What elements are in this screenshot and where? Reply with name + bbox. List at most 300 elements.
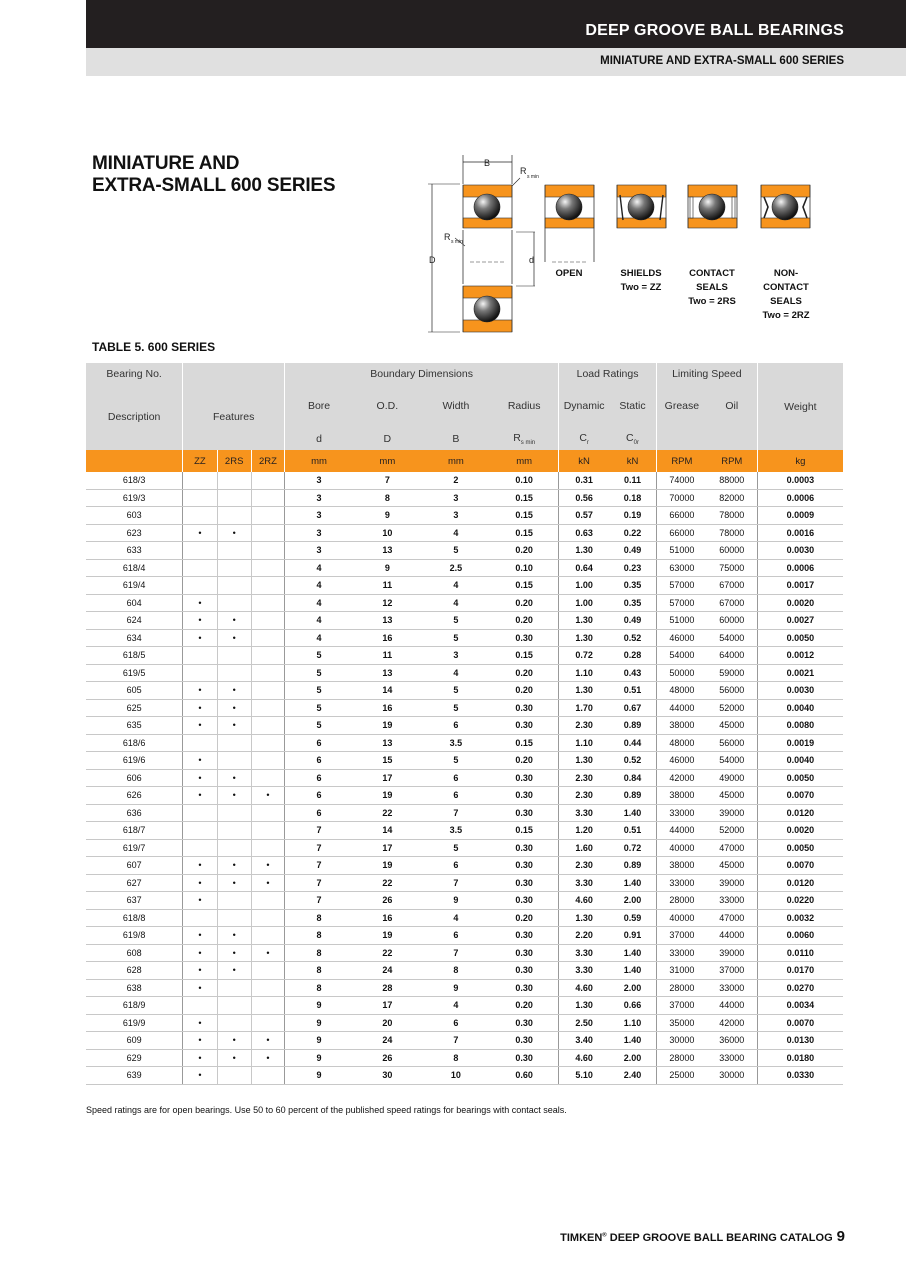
table-row bbox=[86, 542, 843, 560]
cell-dynamic: 2.30 bbox=[559, 857, 609, 875]
cell-description: 618/4 bbox=[86, 559, 183, 577]
cell-grease: 30000 bbox=[656, 1032, 706, 1050]
cell-weight: 0.0027 bbox=[757, 612, 843, 630]
cell-width: 8 bbox=[422, 1049, 491, 1067]
cell-radius: 0.15 bbox=[490, 822, 559, 840]
cell-bore: 3 bbox=[285, 524, 354, 542]
cell-bore: 8 bbox=[285, 944, 354, 962]
cell-radius: 0.20 bbox=[490, 594, 559, 612]
cell-zz: • bbox=[183, 962, 217, 980]
cell-grease: 70000 bbox=[656, 489, 706, 507]
table-row bbox=[86, 822, 843, 840]
cell-bore: 7 bbox=[285, 892, 354, 910]
table-caption: TABLE 5. 600 SERIES bbox=[92, 340, 216, 354]
cell-dynamic: 4.60 bbox=[559, 979, 609, 997]
cell-bore: 7 bbox=[285, 822, 354, 840]
table-row bbox=[86, 612, 843, 630]
table-row bbox=[86, 699, 843, 717]
unit-width: mm bbox=[422, 450, 491, 472]
cell-weight: 0.0006 bbox=[757, 489, 843, 507]
cell-weight: 0.0050 bbox=[757, 629, 843, 647]
cell-2rz bbox=[251, 577, 284, 595]
cell-2rs bbox=[217, 997, 251, 1015]
cell-od: 19 bbox=[353, 857, 422, 875]
cell-2rs: • bbox=[217, 1032, 251, 1050]
cell-width: 2.5 bbox=[422, 559, 491, 577]
cell-2rs: • bbox=[217, 612, 251, 630]
cell-od: 13 bbox=[353, 664, 422, 682]
cell-zz: • bbox=[183, 979, 217, 997]
cell-2rz bbox=[251, 752, 284, 770]
table-row bbox=[86, 629, 843, 647]
cell-static: 0.43 bbox=[609, 664, 656, 682]
cell-2rs bbox=[217, 1014, 251, 1032]
cell-bore: 6 bbox=[285, 769, 354, 787]
cell-2rs: • bbox=[217, 962, 251, 980]
variant-shields-label: SHIELDS bbox=[620, 268, 662, 279]
unit-dynamic: kN bbox=[559, 450, 609, 472]
table-row bbox=[86, 559, 843, 577]
cell-2rz bbox=[251, 664, 284, 682]
cell-oil: 88000 bbox=[707, 472, 757, 489]
cell-od: 7 bbox=[353, 472, 422, 489]
cell-description: 619/9 bbox=[86, 1014, 183, 1032]
cell-static: 0.23 bbox=[609, 559, 656, 577]
cell-2rs bbox=[217, 647, 251, 665]
cell-dynamic: 1.30 bbox=[559, 997, 609, 1015]
dim-r-top-sub: s min bbox=[527, 174, 539, 180]
cell-width: 3.5 bbox=[422, 734, 491, 752]
cell-description: 619/4 bbox=[86, 577, 183, 595]
cell-description: 609 bbox=[86, 1032, 183, 1050]
col-features: Features bbox=[183, 384, 285, 450]
cell-bore: 6 bbox=[285, 734, 354, 752]
cell-od: 8 bbox=[353, 489, 422, 507]
table-row bbox=[86, 909, 843, 927]
cell-dynamic: 0.64 bbox=[559, 559, 609, 577]
cell-2rz: • bbox=[251, 944, 284, 962]
cell-grease: 42000 bbox=[656, 769, 706, 787]
cell-static: 0.51 bbox=[609, 682, 656, 700]
cell-od: 17 bbox=[353, 839, 422, 857]
cell-width: 2 bbox=[422, 472, 491, 489]
cell-description: 619/3 bbox=[86, 489, 183, 507]
dim-r-top-label: R bbox=[520, 166, 527, 176]
cell-static: 0.66 bbox=[609, 997, 656, 1015]
variant-contact-label2: SEALS bbox=[696, 282, 728, 293]
cell-grease: 28000 bbox=[656, 979, 706, 997]
cell-static: 0.67 bbox=[609, 699, 656, 717]
page-title-line2: EXTRA-SMALL 600 SERIES bbox=[92, 175, 336, 196]
cell-bore: 6 bbox=[285, 787, 354, 805]
cell-2rz bbox=[251, 909, 284, 927]
cell-bore: 4 bbox=[285, 612, 354, 630]
cell-dynamic: 1.00 bbox=[559, 594, 609, 612]
cell-radius: 0.20 bbox=[490, 664, 559, 682]
cell-radius: 0.20 bbox=[490, 997, 559, 1015]
cell-static: 0.52 bbox=[609, 752, 656, 770]
cell-bore: 7 bbox=[285, 839, 354, 857]
cell-grease: 74000 bbox=[656, 472, 706, 489]
cell-oil: 67000 bbox=[707, 594, 757, 612]
cell-dynamic: 1.30 bbox=[559, 909, 609, 927]
cell-2rs: • bbox=[217, 1049, 251, 1067]
cell-radius: 0.30 bbox=[490, 717, 559, 735]
cell-dynamic: 5.10 bbox=[559, 1067, 609, 1085]
cell-width: 4 bbox=[422, 577, 491, 595]
cell-weight: 0.0060 bbox=[757, 927, 843, 945]
cell-od: 24 bbox=[353, 962, 422, 980]
cell-dynamic: 1.30 bbox=[559, 612, 609, 630]
cell-oil: 36000 bbox=[707, 1032, 757, 1050]
sym-cor-main: C bbox=[626, 431, 634, 444]
cell-dynamic: 3.30 bbox=[559, 962, 609, 980]
cell-description: 639 bbox=[86, 1067, 183, 1085]
cell-od: 11 bbox=[353, 577, 422, 595]
cell-bore: 5 bbox=[285, 699, 354, 717]
cell-radius: 0.30 bbox=[490, 1049, 559, 1067]
cell-oil: 42000 bbox=[707, 1014, 757, 1032]
cell-width: 6 bbox=[422, 717, 491, 735]
cell-grease: 54000 bbox=[656, 647, 706, 665]
cell-grease: 44000 bbox=[656, 822, 706, 840]
cell-od: 22 bbox=[353, 804, 422, 822]
cell-radius: 0.30 bbox=[490, 857, 559, 875]
cell-radius: 0.20 bbox=[490, 682, 559, 700]
cell-oil: 39000 bbox=[707, 874, 757, 892]
cell-grease: 38000 bbox=[656, 787, 706, 805]
dim-r-side-sub: s min bbox=[451, 239, 463, 245]
cell-bore: 4 bbox=[285, 559, 354, 577]
sym-grease-blank bbox=[656, 428, 706, 450]
cell-zz bbox=[183, 542, 217, 560]
cell-width: 4 bbox=[422, 909, 491, 927]
units-row bbox=[86, 450, 843, 472]
sym-r-sub: s min bbox=[520, 440, 536, 447]
table-row bbox=[86, 489, 843, 507]
cell-zz: • bbox=[183, 944, 217, 962]
cross-section-drawing bbox=[428, 155, 539, 332]
cell-width: 10 bbox=[422, 1067, 491, 1085]
cell-zz bbox=[183, 577, 217, 595]
cell-zz bbox=[183, 822, 217, 840]
sym-r bbox=[490, 428, 559, 450]
unit-blank bbox=[86, 450, 183, 472]
cell-description: 618/5 bbox=[86, 647, 183, 665]
table-row bbox=[86, 594, 843, 612]
cell-2rs bbox=[217, 472, 251, 489]
cell-radius: 0.30 bbox=[490, 874, 559, 892]
cell-width: 5 bbox=[422, 682, 491, 700]
cell-oil: 78000 bbox=[707, 524, 757, 542]
cell-2rs bbox=[217, 892, 251, 910]
cell-description: 636 bbox=[86, 804, 183, 822]
bearing-table bbox=[86, 363, 843, 1085]
cell-od: 28 bbox=[353, 979, 422, 997]
cell-2rz bbox=[251, 927, 284, 945]
unit-zz: ZZ bbox=[183, 450, 217, 472]
variant-open-label: OPEN bbox=[555, 268, 583, 279]
cell-static: 0.89 bbox=[609, 787, 656, 805]
cell-zz bbox=[183, 734, 217, 752]
cell-static: 1.10 bbox=[609, 1014, 656, 1032]
cell-grease: 51000 bbox=[656, 542, 706, 560]
cell-width: 5 bbox=[422, 629, 491, 647]
cell-2rz bbox=[251, 717, 284, 735]
cell-oil: 33000 bbox=[707, 979, 757, 997]
col-width: Width bbox=[422, 384, 491, 428]
cell-static: 0.19 bbox=[609, 507, 656, 525]
sym-cor-sub: 0r bbox=[633, 440, 639, 447]
cell-oil: 39000 bbox=[707, 944, 757, 962]
cell-2rs: • bbox=[217, 874, 251, 892]
cell-oil: 33000 bbox=[707, 1049, 757, 1067]
cell-od: 13 bbox=[353, 734, 422, 752]
cell-bore: 8 bbox=[285, 962, 354, 980]
cell-radius: 0.30 bbox=[490, 944, 559, 962]
table-row bbox=[86, 507, 843, 525]
cell-bore: 8 bbox=[285, 909, 354, 927]
cell-static: 2.00 bbox=[609, 892, 656, 910]
dim-r-side-label: R bbox=[444, 232, 451, 242]
cell-weight: 0.0070 bbox=[757, 787, 843, 805]
cell-grease: 51000 bbox=[656, 612, 706, 630]
cell-bore: 9 bbox=[285, 1032, 354, 1050]
unit-oil: RPM bbox=[707, 450, 757, 472]
cell-2rs bbox=[217, 664, 251, 682]
cell-oil: 64000 bbox=[707, 647, 757, 665]
table-row bbox=[86, 682, 843, 700]
table-row bbox=[86, 962, 843, 980]
cell-od: 11 bbox=[353, 647, 422, 665]
cell-2rs: • bbox=[217, 787, 251, 805]
cell-zz: • bbox=[183, 1067, 217, 1085]
group-speed: Limiting Speed bbox=[656, 363, 757, 384]
cell-radius: 0.20 bbox=[490, 542, 559, 560]
cell-2rs: • bbox=[217, 524, 251, 542]
cell-description: 619/8 bbox=[86, 927, 183, 945]
cell-bore: 4 bbox=[285, 629, 354, 647]
cell-radius: 0.30 bbox=[490, 979, 559, 997]
cell-od: 13 bbox=[353, 542, 422, 560]
cell-radius: 0.30 bbox=[490, 1032, 559, 1050]
cell-od: 12 bbox=[353, 594, 422, 612]
cell-zz bbox=[183, 472, 217, 489]
table-body bbox=[86, 472, 843, 1084]
col-grease: Grease bbox=[656, 384, 706, 428]
page-title bbox=[92, 153, 335, 197]
cell-grease: 25000 bbox=[656, 1067, 706, 1085]
cell-zz: • bbox=[183, 787, 217, 805]
table-row bbox=[86, 1032, 843, 1050]
cell-2rz bbox=[251, 629, 284, 647]
col-weight: Weight bbox=[757, 363, 843, 450]
footer-brand: TIMKEN bbox=[560, 1232, 603, 1244]
cell-description: 619/6 bbox=[86, 752, 183, 770]
cell-dynamic: 1.60 bbox=[559, 839, 609, 857]
cell-od: 16 bbox=[353, 629, 422, 647]
table-row bbox=[86, 734, 843, 752]
cell-od: 13 bbox=[353, 612, 422, 630]
cell-weight: 0.0220 bbox=[757, 892, 843, 910]
cell-oil: 75000 bbox=[707, 559, 757, 577]
cell-radius: 0.30 bbox=[490, 892, 559, 910]
cell-od: 26 bbox=[353, 892, 422, 910]
cell-bore: 4 bbox=[285, 577, 354, 595]
cell-oil: 45000 bbox=[707, 857, 757, 875]
cell-radius: 0.30 bbox=[490, 962, 559, 980]
cell-bore: 4 bbox=[285, 594, 354, 612]
page-title-line1: MINIATURE AND bbox=[92, 153, 240, 174]
cell-weight: 0.0020 bbox=[757, 822, 843, 840]
cell-bore: 3 bbox=[285, 542, 354, 560]
header-bar bbox=[86, 0, 906, 48]
cell-static: 0.52 bbox=[609, 629, 656, 647]
cell-od: 30 bbox=[353, 1067, 422, 1085]
cell-grease: 33000 bbox=[656, 804, 706, 822]
table-row bbox=[86, 804, 843, 822]
cell-od: 14 bbox=[353, 682, 422, 700]
cell-od: 24 bbox=[353, 1032, 422, 1050]
cell-dynamic: 3.30 bbox=[559, 804, 609, 822]
cell-od: 17 bbox=[353, 769, 422, 787]
dim-D-label: D bbox=[429, 255, 436, 265]
cell-od: 20 bbox=[353, 1014, 422, 1032]
cell-static: 0.59 bbox=[609, 909, 656, 927]
bearing-diagram bbox=[420, 150, 840, 340]
cell-zz: • bbox=[183, 927, 217, 945]
cell-bore: 3 bbox=[285, 507, 354, 525]
cell-weight: 0.0006 bbox=[757, 559, 843, 577]
sym-oil-blank bbox=[707, 428, 757, 450]
cell-bore: 5 bbox=[285, 664, 354, 682]
cell-2rs bbox=[217, 1067, 251, 1085]
cell-description: 618/9 bbox=[86, 997, 183, 1015]
cell-2rs: • bbox=[217, 769, 251, 787]
cell-zz bbox=[183, 997, 217, 1015]
cell-radius: 0.30 bbox=[490, 804, 559, 822]
cell-static: 0.72 bbox=[609, 839, 656, 857]
col-bore: Bore bbox=[285, 384, 354, 428]
shields-bearing-drawing bbox=[617, 185, 666, 228]
cell-width: 7 bbox=[422, 874, 491, 892]
sym-B: B bbox=[422, 428, 491, 450]
cell-zz: • bbox=[183, 594, 217, 612]
cell-bore: 6 bbox=[285, 752, 354, 770]
group-blank bbox=[183, 363, 285, 384]
footer-reg: ® bbox=[602, 1232, 607, 1239]
unit-grease: RPM bbox=[656, 450, 706, 472]
cell-od: 16 bbox=[353, 699, 422, 717]
cell-grease: 33000 bbox=[656, 944, 706, 962]
cell-width: 6 bbox=[422, 927, 491, 945]
cell-bore: 3 bbox=[285, 472, 354, 489]
sym-cr-sub: r bbox=[586, 440, 589, 447]
cell-weight: 0.0040 bbox=[757, 752, 843, 770]
table-row bbox=[86, 857, 843, 875]
cell-oil: 60000 bbox=[707, 612, 757, 630]
cell-oil: 54000 bbox=[707, 752, 757, 770]
cell-oil: 45000 bbox=[707, 717, 757, 735]
cell-2rz bbox=[251, 734, 284, 752]
header-subtitle: MINIATURE AND EXTRA-SMALL 600 SERIES bbox=[600, 55, 844, 67]
cell-width: 4 bbox=[422, 594, 491, 612]
cell-weight: 0.0030 bbox=[757, 542, 843, 560]
cell-zz bbox=[183, 909, 217, 927]
cell-description: 624 bbox=[86, 612, 183, 630]
cell-static: 0.22 bbox=[609, 524, 656, 542]
cell-width: 8 bbox=[422, 962, 491, 980]
cell-width: 9 bbox=[422, 979, 491, 997]
cell-oil: 47000 bbox=[707, 839, 757, 857]
cell-2rs: • bbox=[217, 927, 251, 945]
cell-weight: 0.0120 bbox=[757, 804, 843, 822]
cell-oil: 60000 bbox=[707, 542, 757, 560]
cell-description: 625 bbox=[86, 699, 183, 717]
cell-dynamic: 0.57 bbox=[559, 507, 609, 525]
cell-grease: 48000 bbox=[656, 682, 706, 700]
cell-od: 16 bbox=[353, 909, 422, 927]
col-dynamic: Dynamic bbox=[559, 384, 609, 428]
cell-static: 2.40 bbox=[609, 1067, 656, 1085]
cell-width: 6 bbox=[422, 769, 491, 787]
cell-radius: 0.10 bbox=[490, 559, 559, 577]
cell-dynamic: 0.56 bbox=[559, 489, 609, 507]
cell-static: 1.40 bbox=[609, 804, 656, 822]
cell-2rs bbox=[217, 559, 251, 577]
cell-weight: 0.0180 bbox=[757, 1049, 843, 1067]
variant-contact-label: CONTACT bbox=[689, 268, 735, 279]
cell-grease: 46000 bbox=[656, 629, 706, 647]
cell-2rs bbox=[217, 577, 251, 595]
cell-2rz bbox=[251, 542, 284, 560]
cell-2rz bbox=[251, 489, 284, 507]
cell-static: 0.89 bbox=[609, 717, 656, 735]
table-row bbox=[86, 647, 843, 665]
sym-cr-main: C bbox=[579, 431, 587, 444]
cell-dynamic: 1.70 bbox=[559, 699, 609, 717]
table-row bbox=[86, 472, 843, 489]
cell-description: 619/7 bbox=[86, 839, 183, 857]
cell-oil: 52000 bbox=[707, 822, 757, 840]
variant-shields-code: Two = ZZ bbox=[620, 282, 662, 293]
cell-dynamic: 1.30 bbox=[559, 682, 609, 700]
cell-zz: • bbox=[183, 769, 217, 787]
cell-zz bbox=[183, 559, 217, 577]
cell-2rz bbox=[251, 962, 284, 980]
cell-zz bbox=[183, 839, 217, 857]
cell-weight: 0.0016 bbox=[757, 524, 843, 542]
cell-2rz bbox=[251, 892, 284, 910]
cell-zz: • bbox=[183, 699, 217, 717]
cell-2rz bbox=[251, 804, 284, 822]
cell-dynamic: 4.60 bbox=[559, 892, 609, 910]
cell-grease: 37000 bbox=[656, 927, 706, 945]
cell-radius: 0.15 bbox=[490, 647, 559, 665]
cell-zz: • bbox=[183, 857, 217, 875]
cell-width: 7 bbox=[422, 804, 491, 822]
cell-width: 4 bbox=[422, 997, 491, 1015]
cell-dynamic: 1.10 bbox=[559, 664, 609, 682]
table-row bbox=[86, 717, 843, 735]
cell-weight: 0.0130 bbox=[757, 1032, 843, 1050]
cell-bore: 6 bbox=[285, 804, 354, 822]
cell-zz: • bbox=[183, 874, 217, 892]
table-row bbox=[86, 944, 843, 962]
cell-od: 10 bbox=[353, 524, 422, 542]
cell-od: 26 bbox=[353, 1049, 422, 1067]
sym-r-main: R bbox=[513, 431, 521, 444]
